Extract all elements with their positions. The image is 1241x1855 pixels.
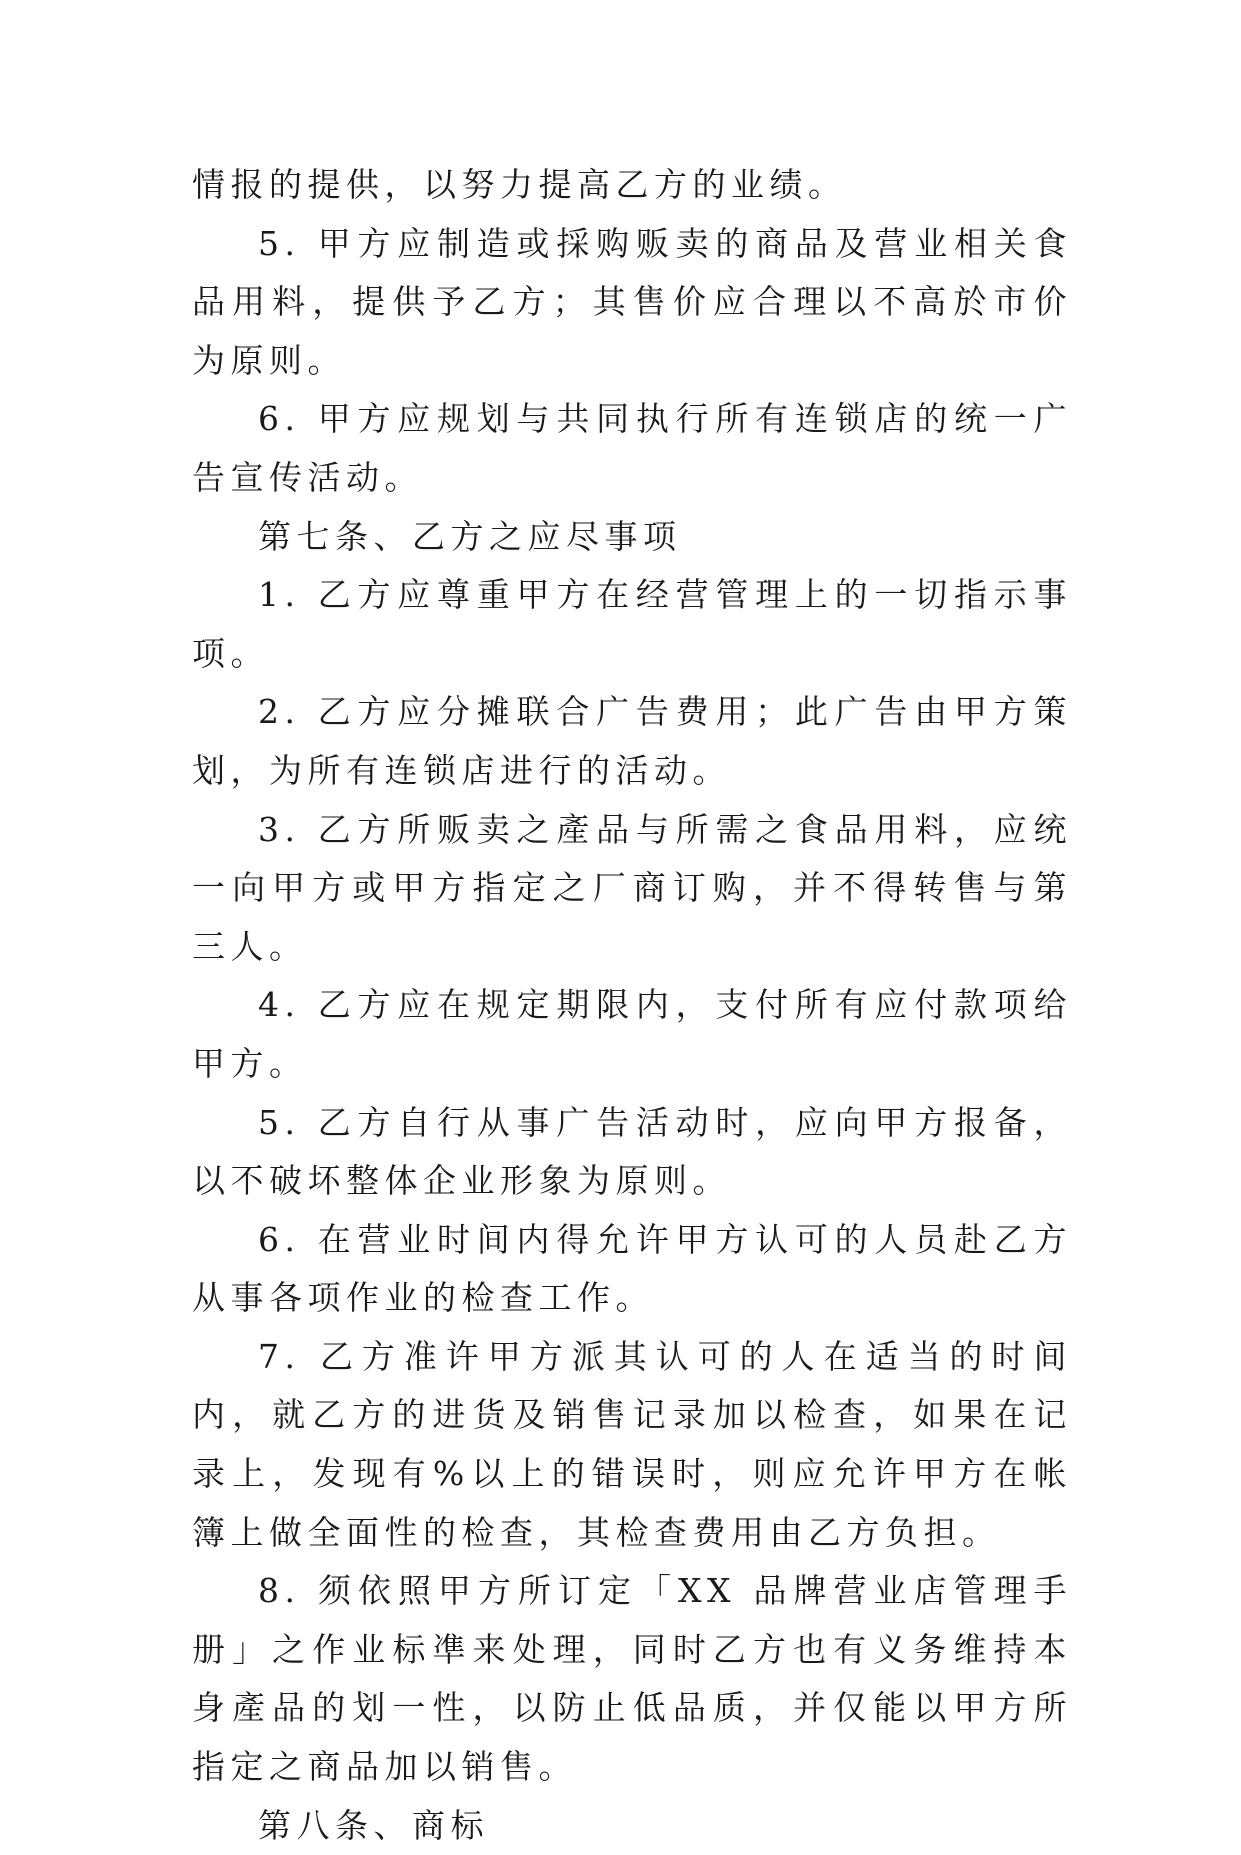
paragraph-item-5: 5. 甲方应制造或採购贩卖的商品及营业相关食品用料，提供予乙方；其售价应合理以不高於市价为原则。: [192, 223, 1072, 380]
section-heading-article-8: 第八条、商标: [258, 1805, 489, 1845]
paragraph-item-6: 6. 甲方应规划与共同执行所有连锁店的统一广告宣传活动。: [192, 399, 1072, 497]
paragraph-item-5b: 5. 乙方自行从事广告活动时，应向甲方报备，以不破坏整体企业形象为原则。: [192, 1102, 1072, 1201]
document-body: [192, 156, 1072, 1855]
paragraph-item-1: 1. 乙方应尊重甲方在经营管理上的一切指示事项。: [192, 575, 1072, 673]
paragraph-item-7: 7. 乙方准许甲方派其认可的人在适当的时间内，就乙方的进货及销售记录加以检查，如果在记录上，发现有%以上的错误时，则应允许甲方在帐簿上做全面性的检查，其检查费用由乙方负担。: [192, 1336, 1072, 1552]
paragraph-item-6b: 6. 在营业时间内得允许甲方认可的人员赴乙方从事各项作业的检查工作。: [192, 1219, 1072, 1318]
paragraph-item-8: 8. 须依照甲方所订定「XX 品牌营业店管理手册」之作业标凖来处理，同时乙方也有义务维持本身產品的划一性，以防止低品质，并仅能以甲方所指定之商品加以销售。: [192, 1571, 1072, 1787]
paragraph-item-4: 4. 乙方应在规定期限内，支付所有应付款项给甲方。: [192, 985, 1072, 1083]
section-heading-article-7: 第七条、乙方之应尽事项: [258, 516, 682, 556]
paragraph-item-2: 2. 乙方应分摊联合广告费用；此广告由甲方策划，为所有连锁店进行的活动。: [192, 692, 1072, 790]
paragraph-item-3: 3. 乙方所贩卖之產品与所需之食品用料，应统一向甲方或甲方指定之厂商订购，并不得转售与第三人。: [192, 809, 1072, 966]
paragraph-continuation: 情报的提供，以努力提高乙方的业绩。: [192, 165, 847, 204]
